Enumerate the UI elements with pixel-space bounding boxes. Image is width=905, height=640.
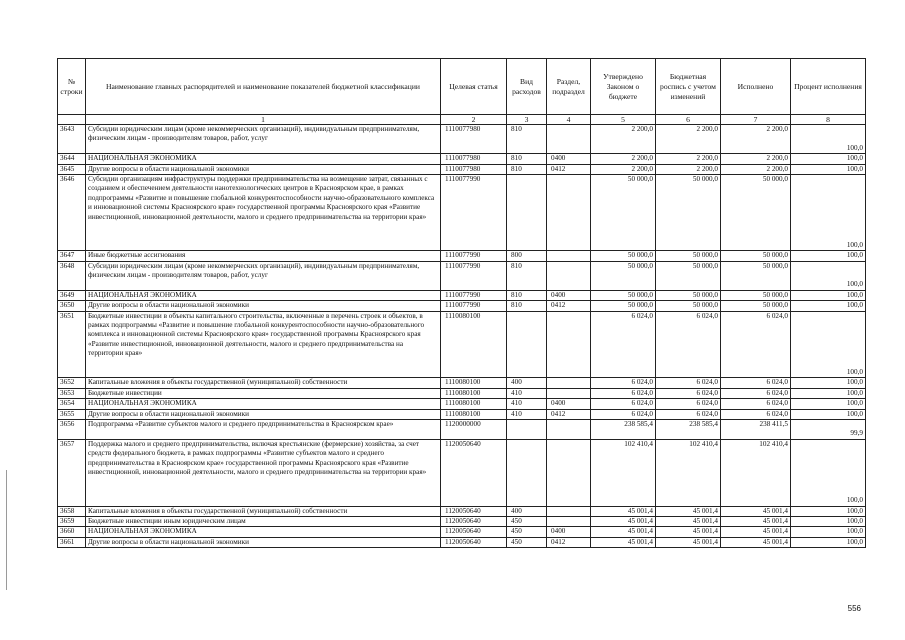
section-cell xyxy=(547,125,591,154)
header-name: Наименование главных распорядителей и наименование показателей бюджетной классификации xyxy=(86,59,441,115)
section-cell xyxy=(547,251,591,261)
header-row-number: № строки xyxy=(58,59,86,115)
percent-cell: 100,0 xyxy=(791,261,866,290)
executed-amount-cell: 50 000,0 xyxy=(721,301,791,311)
budget-amount-cell: 2 200,0 xyxy=(656,154,721,164)
budget-amount-cell: 6 024,0 xyxy=(656,409,721,419)
budget-amount-cell: 6 024,0 xyxy=(656,311,721,378)
column-number: 5 xyxy=(591,115,656,125)
section-cell xyxy=(547,311,591,378)
header-percent: Процент исполнения xyxy=(791,59,866,115)
approved-amount-cell: 50 000,0 xyxy=(591,261,656,290)
section-cell xyxy=(547,420,591,440)
table-row xyxy=(58,506,866,516)
target-article-cell: 1110077980 xyxy=(441,154,507,164)
target-article-cell: 1110077980 xyxy=(441,125,507,154)
approved-amount-cell: 102 410,4 xyxy=(591,439,656,506)
row-name-cell: Другие вопросы в области национальной экономики xyxy=(86,301,441,311)
section-cell xyxy=(547,506,591,516)
approved-amount-cell: 45 001,4 xyxy=(591,527,656,537)
percent-cell: 100,0 xyxy=(791,439,866,506)
row-name-cell: Другие вопросы в области национальной экономики xyxy=(86,537,441,547)
table-row xyxy=(58,301,866,311)
approved-amount-cell: 6 024,0 xyxy=(591,388,656,398)
row-number-cell: 3656 xyxy=(58,420,86,440)
row-name-cell: Субсидии организациям инфраструктуры поддержки предпринимательства на возмещение затрат, связанных с созданием и обеспечением деятельности нанотехнологических центров в Красноярском крае, в рамках подпрограммы «Развитие и повышение глобальной конкурентоспособности научно-образовательного комплекса и инновационной системы Красноярского края» государственной программы Красноярского края «Развитие инвестиционной, инновационной деятельности, малого и среднего предпринимательства на территории края» xyxy=(86,175,441,251)
percent-cell: 100,0 xyxy=(791,388,866,398)
expense-type-cell xyxy=(507,175,547,251)
percent-cell: 100,0 xyxy=(791,537,866,547)
approved-amount-cell: 6 024,0 xyxy=(591,399,656,409)
expense-type-cell: 400 xyxy=(507,506,547,516)
row-number-cell: 3646 xyxy=(58,175,86,251)
executed-amount-cell: 6 024,0 xyxy=(721,311,791,378)
expense-type-cell: 400 xyxy=(507,378,547,388)
target-article-cell: 1110077980 xyxy=(441,164,507,174)
row-number-cell: 3659 xyxy=(58,517,86,527)
row-number-cell: 3654 xyxy=(58,399,86,409)
budget-amount-cell: 45 001,4 xyxy=(656,527,721,537)
row-name-cell: Субсидии юридическим лицам (кроме некоммерческих организаций), индивидуальным предпринимателям, физическим лицам - производителям товаров, работ, услуг xyxy=(86,261,441,290)
section-cell: 0412 xyxy=(547,164,591,174)
row-name-cell: Другие вопросы в области национальной экономики xyxy=(86,164,441,174)
executed-amount-cell: 102 410,4 xyxy=(721,439,791,506)
column-number: 8 xyxy=(791,115,866,125)
expense-type-cell: 810 xyxy=(507,301,547,311)
section-cell xyxy=(547,388,591,398)
section-cell: 0400 xyxy=(547,399,591,409)
budget-amount-cell: 50 000,0 xyxy=(656,175,721,251)
approved-amount-cell: 2 200,0 xyxy=(591,125,656,154)
approved-amount-cell: 45 001,4 xyxy=(591,517,656,527)
row-name-cell: Иные бюджетные ассигнования xyxy=(86,251,441,261)
row-name-cell: Бюджетные инвестиции в объекты капитального строительства, включенные в перечень строек и объектов, в рамках подпрограммы «Развитие и повышение глобальной конкурентоспособности научно-образовательного комплекса и инновационной системы Красноярского края» государственной программы Красноярского края «Развитие инвестиционной, инновационной деятельности, малого и среднего предпринимательства на территории края» xyxy=(86,311,441,378)
section-cell: 0412 xyxy=(547,409,591,419)
row-number-cell: 3653 xyxy=(58,388,86,398)
table-row xyxy=(58,125,866,154)
approved-amount-cell: 238 585,4 xyxy=(591,420,656,440)
expense-type-cell: 410 xyxy=(507,388,547,398)
budget-amount-cell: 50 000,0 xyxy=(656,261,721,290)
budget-amount-cell: 50 000,0 xyxy=(656,290,721,300)
row-name-cell: Подпрограмма «Развитие субъектов малого и среднего предпринимательства в Красноярском крае» xyxy=(86,420,441,440)
table-row xyxy=(58,388,866,398)
section-cell xyxy=(547,175,591,251)
column-number: 6 xyxy=(656,115,721,125)
approved-amount-cell: 45 001,4 xyxy=(591,537,656,547)
budget-amount-cell: 45 001,4 xyxy=(656,506,721,516)
row-name-cell: НАЦИОНАЛЬНАЯ ЭКОНОМИКА xyxy=(86,399,441,409)
table-row xyxy=(58,290,866,300)
row-name-cell: НАЦИОНАЛЬНАЯ ЭКОНОМИКА xyxy=(86,527,441,537)
row-number-cell: 3645 xyxy=(58,164,86,174)
row-number-cell: 3658 xyxy=(58,506,86,516)
header-target-article: Целевая статья xyxy=(441,59,507,115)
column-number-row xyxy=(58,115,866,125)
row-number-cell: 3650 xyxy=(58,301,86,311)
target-article-cell: 1120000000 xyxy=(441,420,507,440)
target-article-cell: 1120050640 xyxy=(441,537,507,547)
percent-cell: 100,0 xyxy=(791,301,866,311)
executed-amount-cell: 45 001,4 xyxy=(721,527,791,537)
percent-cell: 100,0 xyxy=(791,399,866,409)
approved-amount-cell: 6 024,0 xyxy=(591,378,656,388)
approved-amount-cell: 45 001,4 xyxy=(591,506,656,516)
target-article-cell: 1110080100 xyxy=(441,378,507,388)
table-row xyxy=(58,409,866,419)
expense-type-cell: 410 xyxy=(507,399,547,409)
approved-amount-cell: 50 000,0 xyxy=(591,301,656,311)
percent-cell: 100,0 xyxy=(791,311,866,378)
table-row xyxy=(58,311,866,378)
row-number-cell: 3661 xyxy=(58,537,86,547)
table-row xyxy=(58,175,866,251)
executed-amount-cell: 2 200,0 xyxy=(721,125,791,154)
expense-type-cell: 450 xyxy=(507,537,547,547)
budget-amount-cell: 45 001,4 xyxy=(656,537,721,547)
target-article-cell: 1110077990 xyxy=(441,251,507,261)
percent-cell: 100,0 xyxy=(791,409,866,419)
table-row xyxy=(58,251,866,261)
budget-amount-cell: 6 024,0 xyxy=(656,378,721,388)
percent-cell: 100,0 xyxy=(791,378,866,388)
budget-amount-cell: 238 585,4 xyxy=(656,420,721,440)
expense-type-cell: 450 xyxy=(507,517,547,527)
budget-amount-cell: 45 001,4 xyxy=(656,517,721,527)
section-cell: 0400 xyxy=(547,154,591,164)
row-number-cell: 3657 xyxy=(58,439,86,506)
executed-amount-cell: 6 024,0 xyxy=(721,378,791,388)
percent-cell: 100,0 xyxy=(791,517,866,527)
budget-amount-cell: 2 200,0 xyxy=(656,164,721,174)
target-article-cell: 1120050640 xyxy=(441,517,507,527)
table-header-row xyxy=(58,59,866,115)
executed-amount-cell: 45 001,4 xyxy=(721,506,791,516)
expense-type-cell: 410 xyxy=(507,409,547,419)
row-number-cell: 3651 xyxy=(58,311,86,378)
section-cell: 0412 xyxy=(547,301,591,311)
row-name-cell: Другие вопросы в области национальной экономики xyxy=(86,409,441,419)
table-row xyxy=(58,439,866,506)
row-name-cell: Поддержка малого и среднего предпринимательства, включая крестьянские (фермерские) хозяйства, за счет средств федерального бюджета, в рамках подпрограммы «Развитие субъектов малого и среднего предпринимательства в Красноярском крае» государственной программы Красноярского края «Развитие инвестиционной, инновационной деятельности, малого и среднего предпринимательства на территории края» xyxy=(86,439,441,506)
percent-cell: 100,0 xyxy=(791,251,866,261)
approved-amount-cell: 6 024,0 xyxy=(591,311,656,378)
table-row xyxy=(58,261,866,290)
executed-amount-cell: 50 000,0 xyxy=(721,251,791,261)
row-number-cell: 3647 xyxy=(58,251,86,261)
executed-amount-cell: 2 200,0 xyxy=(721,164,791,174)
expense-type-cell: 800 xyxy=(507,251,547,261)
row-number-cell: 3648 xyxy=(58,261,86,290)
expense-type-cell: 810 xyxy=(507,261,547,290)
expense-type-cell: 810 xyxy=(507,125,547,154)
expense-type-cell: 810 xyxy=(507,290,547,300)
target-article-cell: 1120050640 xyxy=(441,527,507,537)
approved-amount-cell: 2 200,0 xyxy=(591,164,656,174)
table-row xyxy=(58,517,866,527)
section-cell xyxy=(547,261,591,290)
percent-cell: 100,0 xyxy=(791,164,866,174)
percent-cell: 100,0 xyxy=(791,290,866,300)
row-number-cell: 3644 xyxy=(58,154,86,164)
approved-amount-cell: 2 200,0 xyxy=(591,154,656,164)
expense-type-cell xyxy=(507,420,547,440)
target-article-cell: 1110080100 xyxy=(441,388,507,398)
target-article-cell: 1110080100 xyxy=(441,311,507,378)
row-number-cell: 3660 xyxy=(58,527,86,537)
header-expense-type: Вид расходов xyxy=(507,59,547,115)
budget-amount-cell: 50 000,0 xyxy=(656,251,721,261)
table-row xyxy=(58,399,866,409)
section-cell xyxy=(547,378,591,388)
table-row xyxy=(58,537,866,547)
row-name-cell: НАЦИОНАЛЬНАЯ ЭКОНОМИКА xyxy=(86,154,441,164)
target-article-cell: 1110077990 xyxy=(441,175,507,251)
table-row xyxy=(58,378,866,388)
executed-amount-cell: 2 200,0 xyxy=(721,154,791,164)
column-number: 1 xyxy=(86,115,441,125)
approved-amount-cell: 50 000,0 xyxy=(591,290,656,300)
budget-report-sheet xyxy=(57,58,865,548)
percent-cell: 100,0 xyxy=(791,154,866,164)
row-name-cell: Капитальные вложения в объекты государственной (муниципальной) собственности xyxy=(86,378,441,388)
header-section: Раздел, подраздел xyxy=(547,59,591,115)
executed-amount-cell: 45 001,4 xyxy=(721,517,791,527)
expense-type-cell: 450 xyxy=(507,527,547,537)
section-cell: 0412 xyxy=(547,537,591,547)
budget-amount-cell: 102 410,4 xyxy=(656,439,721,506)
row-name-cell: Субсидии юридическим лицам (кроме некоммерческих организаций), индивидуальным предпринимателям, физическим лицам - производителям товаров, работ, услуг xyxy=(86,125,441,154)
budget-execution-table xyxy=(57,58,866,548)
approved-amount-cell: 6 024,0 xyxy=(591,409,656,419)
budget-amount-cell: 6 024,0 xyxy=(656,388,721,398)
header-executed: Исполнено xyxy=(721,59,791,115)
section-cell: 0400 xyxy=(547,290,591,300)
row-number-cell: 3655 xyxy=(58,409,86,419)
approved-amount-cell: 50 000,0 xyxy=(591,251,656,261)
column-number-blank xyxy=(58,115,86,125)
table-row xyxy=(58,164,866,174)
target-article-cell: 1120050640 xyxy=(441,439,507,506)
executed-amount-cell: 50 000,0 xyxy=(721,261,791,290)
expense-type-cell: 810 xyxy=(507,154,547,164)
column-number: 4 xyxy=(547,115,591,125)
approved-amount-cell: 50 000,0 xyxy=(591,175,656,251)
executed-amount-cell: 238 411,5 xyxy=(721,420,791,440)
target-article-cell: 1110077990 xyxy=(441,261,507,290)
executed-amount-cell: 6 024,0 xyxy=(721,388,791,398)
row-name-cell: Бюджетные инвестиции xyxy=(86,388,441,398)
section-cell: 0400 xyxy=(547,527,591,537)
header-budget-schedule: Бюджетная роспись с учетом изменений xyxy=(656,59,721,115)
section-cell xyxy=(547,517,591,527)
section-cell xyxy=(547,439,591,506)
target-article-cell: 1110077990 xyxy=(441,301,507,311)
table-row xyxy=(58,420,866,440)
target-article-cell: 1110080100 xyxy=(441,409,507,419)
budget-amount-cell: 2 200,0 xyxy=(656,125,721,154)
expense-type-cell: 810 xyxy=(507,164,547,174)
executed-amount-cell: 6 024,0 xyxy=(721,409,791,419)
budget-amount-cell: 6 024,0 xyxy=(656,399,721,409)
row-name-cell: НАЦИОНАЛЬНАЯ ЭКОНОМИКА xyxy=(86,290,441,300)
column-number: 7 xyxy=(721,115,791,125)
target-article-cell: 1120050640 xyxy=(441,506,507,516)
executed-amount-cell: 50 000,0 xyxy=(721,290,791,300)
header-approved: Утверждено Законом о бюджете xyxy=(591,59,656,115)
percent-cell: 100,0 xyxy=(791,527,866,537)
table-row xyxy=(58,527,866,537)
row-number-cell: 3643 xyxy=(58,125,86,154)
table-body xyxy=(58,125,866,548)
executed-amount-cell: 50 000,0 xyxy=(721,175,791,251)
percent-cell: 100,0 xyxy=(791,506,866,516)
executed-amount-cell: 45 001,4 xyxy=(721,537,791,547)
table-row xyxy=(58,154,866,164)
percent-cell: 99,9 xyxy=(791,420,866,440)
column-number: 3 xyxy=(507,115,547,125)
row-name-cell: Бюджетные инвестиции иным юридическим лицам xyxy=(86,517,441,527)
row-number-cell: 3649 xyxy=(58,290,86,300)
scan-margin-line xyxy=(6,470,7,590)
column-number: 2 xyxy=(441,115,507,125)
target-article-cell: 1110077990 xyxy=(441,290,507,300)
expense-type-cell xyxy=(507,311,547,378)
page-number: 556 xyxy=(847,604,861,613)
target-article-cell: 1110080100 xyxy=(441,399,507,409)
row-name-cell: Капитальные вложения в объекты государственной (муниципальной) собственности xyxy=(86,506,441,516)
budget-amount-cell: 50 000,0 xyxy=(656,301,721,311)
executed-amount-cell: 6 024,0 xyxy=(721,399,791,409)
percent-cell: 100,0 xyxy=(791,125,866,154)
expense-type-cell xyxy=(507,439,547,506)
row-number-cell: 3652 xyxy=(58,378,86,388)
percent-cell: 100,0 xyxy=(791,175,866,251)
